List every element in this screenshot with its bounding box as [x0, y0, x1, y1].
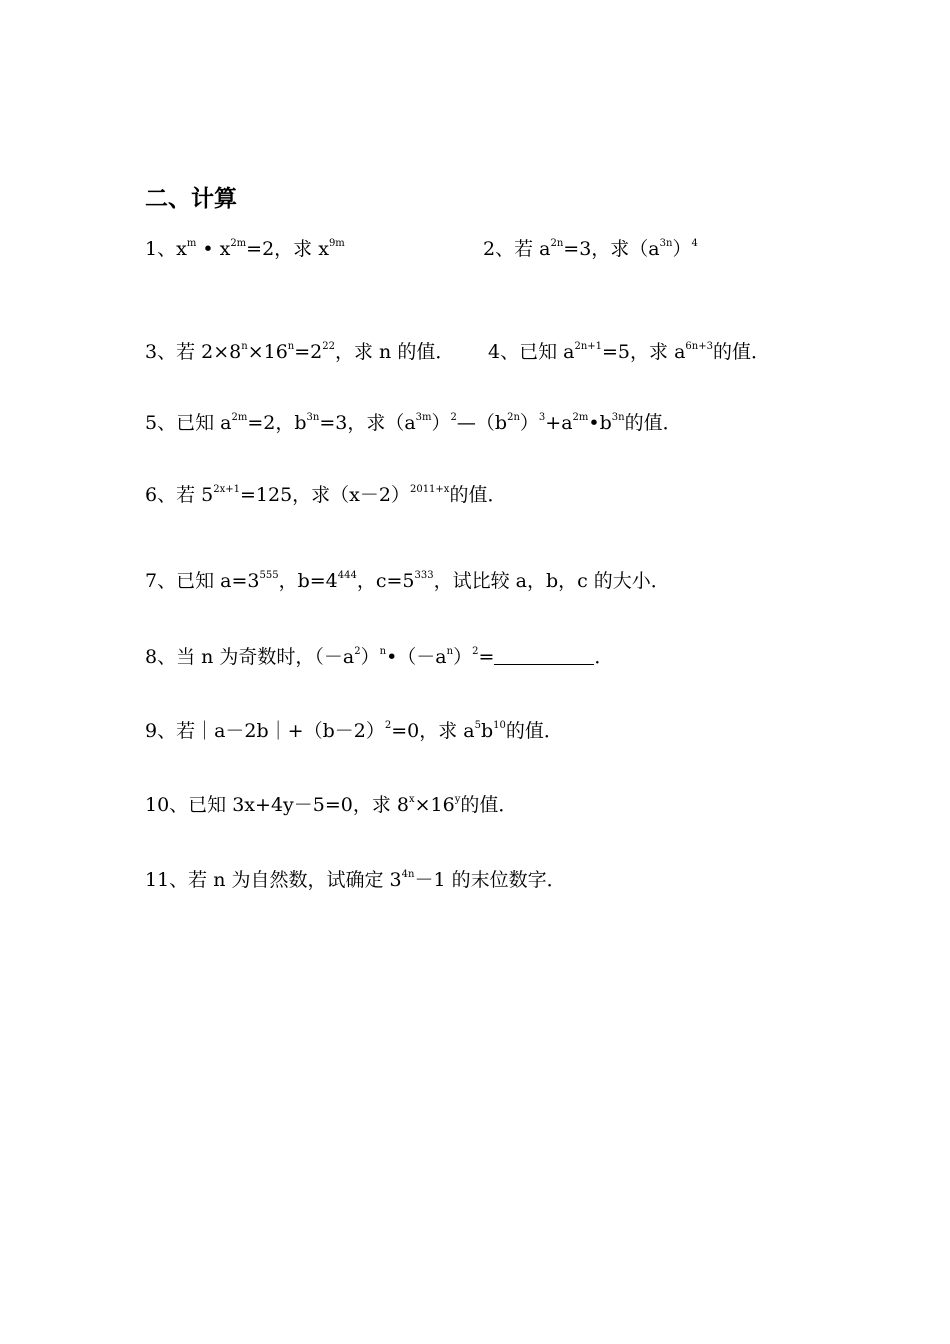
section-heading: 二、计算 — [145, 186, 237, 212]
question-2: 2、若 $a^{2n}=3$，求$(a^{3n})^4$ — [483, 238, 698, 260]
answer-blank[interactable] — [494, 646, 594, 665]
question-3: 3、若 $2\times 8^n\times 16^n=2^{22}$，求 n 的值． — [145, 341, 455, 363]
question-7: 7、已知 $a=3^{555}$，$b=4^{444}$，$c=5^{333}$，试比较 a，b，c 的大小． — [145, 570, 670, 592]
question-6: 6、若 $5^{2x+1}=125$，求$(x-2)^{2011+x}$的值． — [145, 484, 507, 506]
question-5: 5、已知 $a^{2m}=2$，$b^{3n}=3$，求$(a^{3m})^2—(b^{2n})^3+a^{2m}•b^{3n}$的值． — [145, 412, 682, 434]
question-4: 4、已知 $a^{2n+1}=5$，求 $a^{6n+3}$的值． — [488, 341, 770, 363]
question-11: 11、若 n 为自然数，试确定 $3^{4n}-1$ 的末位数字． — [145, 869, 566, 891]
question-1: 1、$x^m$ • $x^{2m}=2$，求 $x^{9m}$ — [145, 238, 345, 260]
question-10: 10、已知 3x+4y－5=0，求 $8^x\times 16^y$的值． — [145, 794, 518, 816]
question-8: 8、当 n 为奇数时，$(-a^2)^n•(-a^n)^2=$ ． — [145, 646, 614, 668]
question-9: 9、若$|a-2b|+(b-2)^2=0$，求 $a^5b^{10}$的值． — [145, 720, 563, 742]
